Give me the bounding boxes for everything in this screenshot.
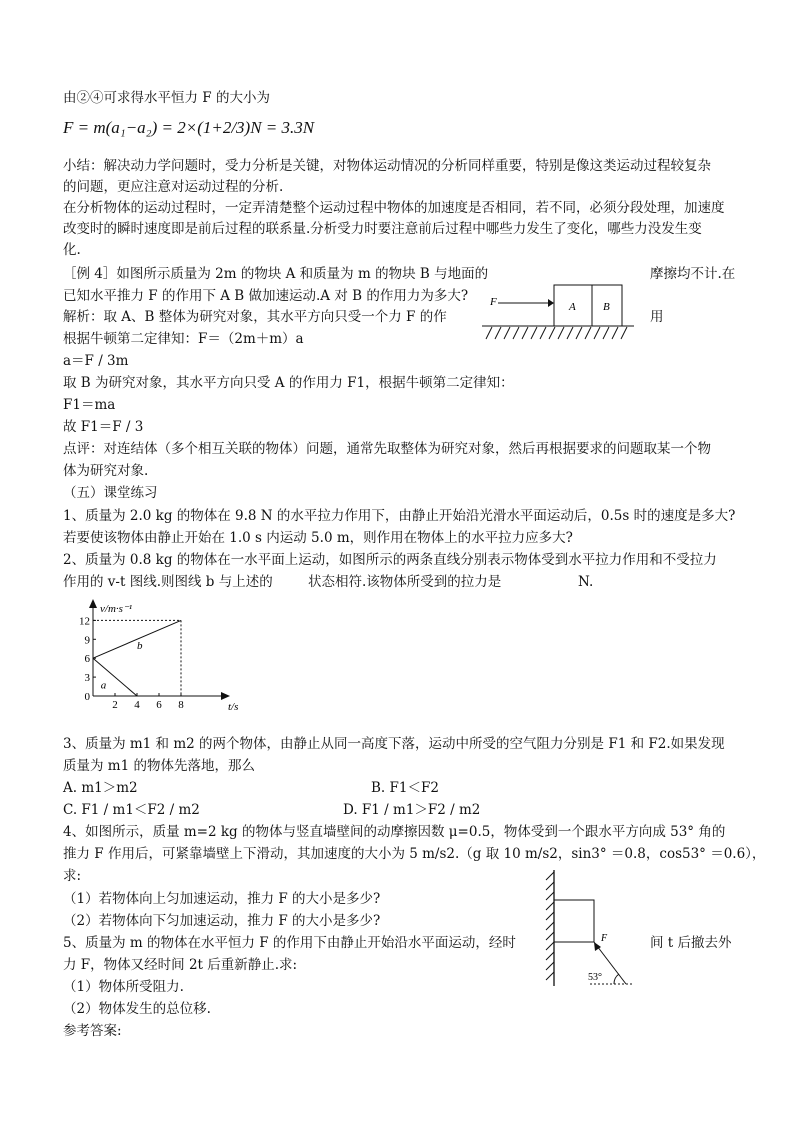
text-line: 在分析物体的运动过程时，一定弄清楚整个运动过程中物体的加速度是否相同，若不同，必须分段处理，加速度 [63,200,725,216]
text-line: 5、质量为 m 的物体在水平恒力 F 的作用下由静止开始沿水平面运动，经时 [63,935,516,951]
y-tick-label: 9 [84,634,90,647]
text-line: 体为研究对象. [63,463,149,479]
force-label: F [490,296,497,308]
text-line: F1＝ma [63,397,116,413]
answers-heading: 参考答案: [63,1023,122,1039]
blocks-figure [478,283,638,345]
text-line: 3、质量为 m1 和 m2 的两个物体，由静止从同一高度下落，运动中所受的空气阻力分别是 F1 和 F2.如果发现 [63,736,725,752]
text-line: 状态相符.该物体所受到的拉力是 [308,574,502,590]
section-heading: （五）课堂练习 [63,485,158,501]
text-line: 作用的 v-t 图线.则图线 b 与上述的 [63,574,273,590]
text-line: 1、质量为 2.0 kg 的物体在 9.8 N 的水平拉力作用下，由静止开始沿光滑水平面运动后，0.5s 时的速度是多大? [63,508,736,524]
text-line: 2、质量为 0.8 kg 的物体在一水平面上运动，如图所示的两条直线分别表示物体受到水平拉力作用和不受拉力 [63,552,717,568]
text-line: 故 F1＝F / 3 [63,419,144,435]
x-tick-label: 2 [112,699,118,711]
text-line: （1）若物体向上匀加速运动，推力 F 的大小是多少? [63,891,381,907]
y-axis-label: v/m·s⁻¹ [100,603,133,615]
text-line: 间 t 后撤去外 [650,935,732,951]
text-line: （2）若物体向下匀加速运动，推力 F 的大小是多少? [63,913,381,929]
angle-arc [614,974,619,984]
wall-figure [542,868,642,998]
x-axis-arrow [221,692,230,700]
text-line: 点评：对连结体（多个相互关联的物体）问题，通常先取整体为研究对象，然后再根据要求的问题取某一个物 [63,441,711,457]
wall-hatch [546,872,554,980]
text-line: （1）物体所受阻力. [63,979,184,995]
y-axis-arrow [89,599,97,608]
text-line: 由②④可求得水平恒力 F 的大小为 [63,90,270,106]
x-tick-label: 6 [156,699,162,711]
text-line: 化. [63,242,81,258]
text-line: 改变时的瞬时速度即是前后过程的联系量.分析受力时要注意前后过程中哪些力发生了变化，哪些力没发生变 [63,221,702,237]
x-tick-label: 8 [178,699,184,711]
text-line: a＝F / 3m [63,353,129,369]
block [554,900,594,942]
text-line: 取 B 为研究对象，其水平方向只受 A 的作用力 F1，根据牛顿第二定律知： [63,375,514,391]
y-tick-label: 12 [79,615,90,628]
text-line: 求: [63,868,82,884]
text-line: 若要使该物体由静止开始在 1.0 s 内运动 5.0 m，则作用在物体上的水平拉力应多大? [63,530,573,546]
y-tick-label: 3 [84,672,90,685]
text-line: 已知水平推力 F 的作用下 A B 做加速运动.A 对 B 的作用力为多大? [63,288,469,304]
option-d: D. F1 / m1＞F2 / m2 [343,802,481,818]
text-line: 4、如图所示，质量 m=2 kg 的物体与竖直墙壁间的动摩擦因数 μ=0.5，物体受到一个跟水平方向成 53° 角的 [63,824,726,840]
vt-graph [70,596,270,716]
series-line-a [93,658,137,696]
arrow-head [548,299,554,307]
y-tick-label: 0 [84,691,90,703]
text-line: 力 F，物体又经时间 2t 后重新静止.求: [63,957,298,973]
text-line: 摩擦均不计.在 [650,266,736,282]
option-b: B. F1＜F2 [371,780,439,796]
option-a: A. m1＞m2 [63,780,138,796]
formula: F = m(a₁−a₂) = 2×(1+2/3)N = 3.3N [63,118,315,137]
text-line: 的问题，更应注意对运动过程的分析. [63,179,284,195]
angle-label: 53° [588,972,602,983]
text-line: N. [578,574,594,590]
ground-hatch [486,327,627,339]
text-line: （2）物体发生的总位移. [63,1001,211,1017]
line-b-label: b [137,639,143,652]
text-line: 质量为 m1 的物体先落地，那么 [63,758,255,774]
line-a-label: a [100,679,107,692]
text-line: 小结：解决动力学问题时，受力分析是关键，对物体运动情况的分析同样重要，特别是像这类运动过程较复杂 [63,158,711,174]
force-label: F [601,933,608,944]
text-line: 根据牛顿第二定律知：F＝（2m＋m）a [63,331,304,347]
text-line: 推力 F 作用后，可紧靠墙壁上下滑动，其加速度的大小为 5 m/s2.（g 取 10 m/s2，sin3° ＝0.8，cos53° ＝0.6）， [63,846,766,862]
option-c: C. F1 / m1＜F2 / m2 [63,802,200,818]
text-line: 解析：取 A、B 整体为研究对象，其水平方向只受一个力 F 的作 [63,309,447,325]
block-a-label: A [569,301,576,313]
text-line: 用 [650,309,664,325]
block-b-label: B [603,301,610,313]
x-tick-label: 4 [134,699,140,711]
example-4-title: ［例 4］如图所示质量为 2m 的物块 A 和质量为 m 的物块 B 与地面的 [63,266,489,282]
y-tick-label: 6 [84,653,90,666]
x-axis-label: t/s [228,701,239,713]
